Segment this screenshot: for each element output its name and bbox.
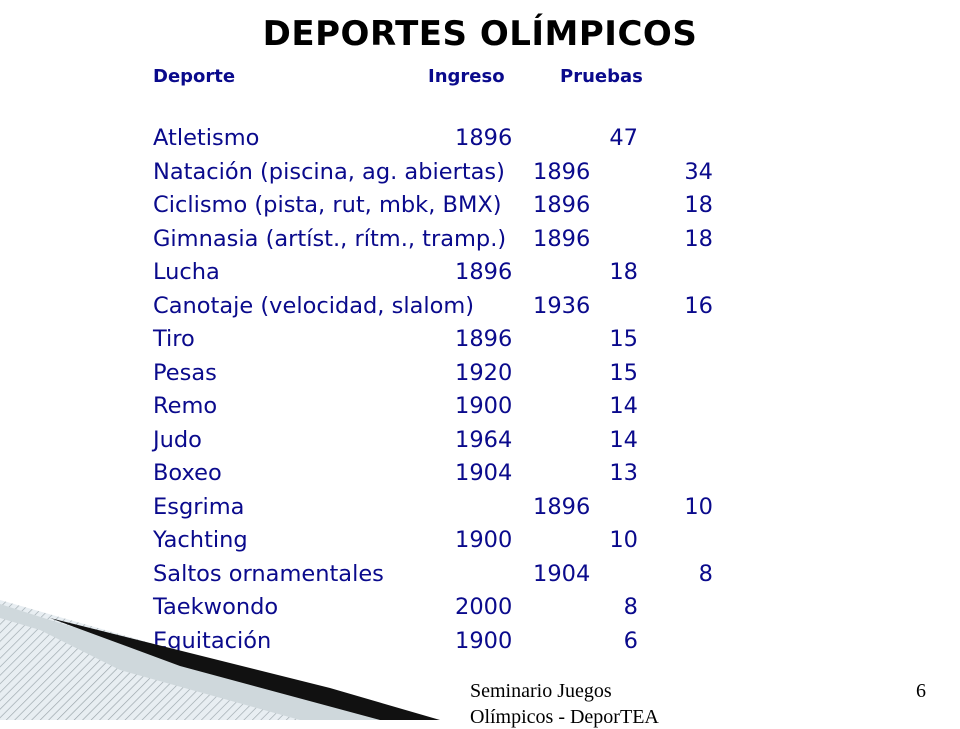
footer-text-line2: Olímpicos - DeporTEA — [470, 706, 659, 728]
sport-name: Ciclismo (pista, rut, mbk, BMX) — [153, 192, 502, 218]
entry-year: 1896 — [533, 192, 591, 218]
slide-title: DEPORTES OLÍMPICOS — [262, 14, 698, 54]
event-count: 15 — [609, 326, 638, 352]
event-count: 18 — [684, 192, 713, 218]
sport-name: Yachting — [153, 527, 248, 553]
sport-name: Remo — [153, 393, 218, 419]
entry-year: 1964 — [455, 426, 513, 453]
entry-year: 1896 — [455, 259, 513, 285]
sport-name: Natación (piscina, ag. abiertas) — [153, 158, 505, 185]
event-count: 47 — [609, 125, 638, 151]
entry-year: 1920 — [455, 359, 513, 386]
entry-year: 1904 — [533, 560, 591, 587]
event-count: 14 — [609, 426, 638, 453]
entry-year: 1904 — [455, 460, 513, 486]
footer-text-line1: Seminario Juegos — [470, 680, 612, 702]
sport-name: Boxeo — [153, 460, 222, 486]
entry-year: 1896 — [533, 493, 591, 520]
event-count: 14 — [609, 393, 638, 419]
entry-year: 1896 — [455, 125, 513, 151]
event-count: 18 — [684, 225, 713, 252]
sport-name: Lucha — [153, 259, 220, 285]
sport-name: Equitación — [153, 627, 272, 654]
sport-name: Judo — [153, 426, 202, 453]
header-events: Pruebas — [560, 66, 643, 87]
sport-name: Gimnasia (artíst., rítm., tramp.) — [153, 225, 507, 252]
entry-year: 1936 — [533, 292, 591, 319]
header-year: Ingreso — [428, 66, 505, 87]
event-count: 13 — [609, 460, 638, 486]
entry-year: 1896 — [533, 158, 591, 185]
entry-year: 1900 — [455, 527, 513, 553]
sport-name: Esgrima — [153, 493, 245, 520]
sport-name: Tiro — [153, 326, 195, 352]
event-count: 8 — [623, 594, 638, 620]
entry-year: 2000 — [455, 594, 513, 620]
entry-year: 1896 — [455, 326, 513, 352]
sport-name: Taekwondo — [153, 594, 279, 620]
sport-name: Atletismo — [153, 125, 260, 151]
sport-name: Pesas — [153, 359, 217, 386]
entry-year: 1896 — [533, 225, 591, 252]
event-count: 15 — [609, 359, 638, 386]
event-count: 18 — [609, 259, 638, 285]
sport-name: Saltos ornamentales — [153, 560, 384, 587]
event-count: 6 — [623, 627, 638, 654]
page-number: 6 — [916, 680, 926, 702]
header-sport: Deporte — [153, 66, 236, 87]
entry-year: 1900 — [455, 393, 513, 419]
entry-year: 1900 — [455, 627, 513, 654]
sport-name: Canotaje (velocidad, slalom) — [153, 292, 475, 319]
event-count: 10 — [609, 527, 638, 553]
event-count: 16 — [684, 292, 713, 319]
event-count: 10 — [684, 493, 713, 520]
event-count: 8 — [698, 560, 713, 587]
event-count: 34 — [684, 158, 713, 185]
